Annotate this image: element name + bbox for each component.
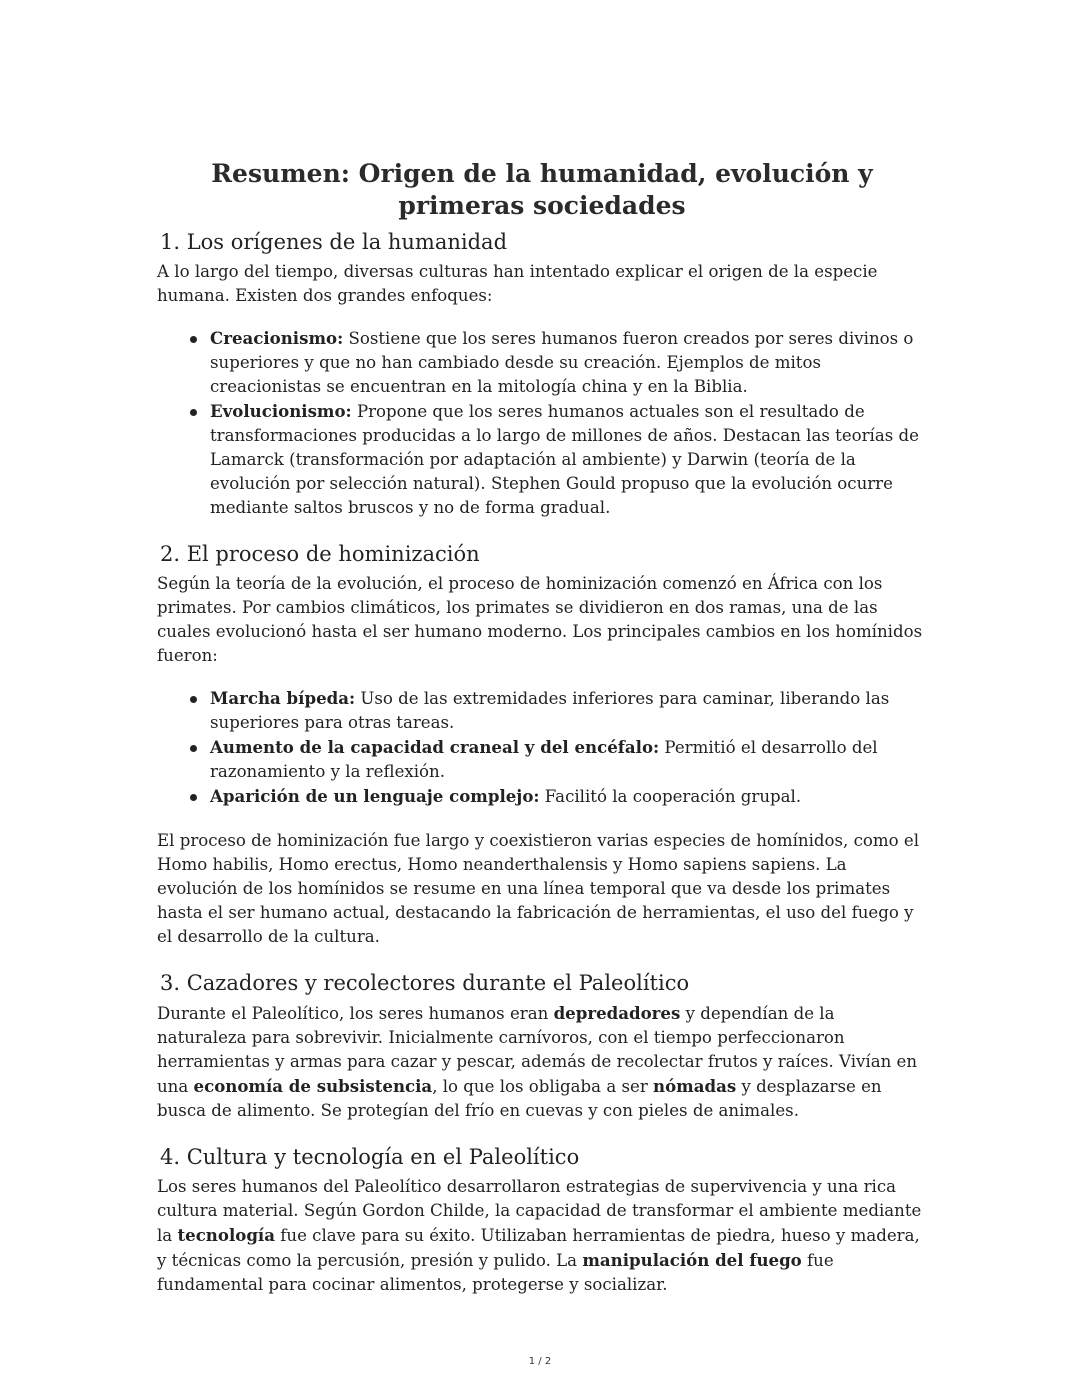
list-item-text: Propone que los seres humanos actuales son el resultado de transformaciones producidas a lo largo de millones de años. Destacan las teorías de Lamarck (transformación por adaptación al ambiente) y Darwin (teoría de la evolución por selección natural). Stephen Gould propuso que la evolución ocurre mediante saltos bruscos y no de forma gradual. [210,402,919,517]
list-item-text: Sostiene que los seres humanos fueron creados por seres divinos o superiores y que no han cambiado desde su creación. Ejemplos de mitos creacionistas se encuentran en la mitología china y en la Biblia. [210,329,914,396]
bold-term: nómadas [653,1076,737,1096]
document-title: Resumen: Origen de la humanidad, evolución y primeras sociedades [211,159,873,220]
section-heading: 2. El proceso de hominización [160,542,480,566]
text-run: Durante el Paleolítico, los seres humanos eran [157,1004,554,1023]
section-intro: Según la teoría de la evolución, el proceso de hominización comenzó en África con los primates. Por cambios climáticos, los primates se dividieron en dos ramas, una de las cuales evolucionó hasta el ser humano moderno. Los principales cambios en los homínidos fueron: [157,574,923,665]
document-page [157,158,927,1317]
list-item [210,326,927,399]
list-item-term: Marcha bípeda: [210,688,356,708]
bullet-list [157,326,927,520]
section-heading [157,1143,927,1171]
heading-number: 3. [160,971,187,995]
list-item [210,784,927,809]
section-paragraph [157,1175,927,1297]
section-outro: El proceso de hominización fue largo y coexistieron varias especies de homínidos, como el Homo habilis, Homo erectus, Homo neanderthalensis y Homo sapiens sapiens. La evolución de los homínidos se resume en una línea temporal que va desde los primates hasta el ser humano actual, destacando la fabricación de herramientas, el uso del fuego y el desarrollo de la cultura. [157,831,920,946]
section-paragraph [157,1001,927,1123]
bold-term: depredadores [553,1003,681,1023]
list-item [210,686,927,735]
list-item [210,399,927,520]
text-run: fue clave para su éxito. Utilizaban herramientas de piedra, hueso y madera, y técnicas como la percusión, presión y pulido. La [157,1226,920,1270]
section-hominizacion [157,540,927,949]
list-item-term: Aumento de la capacidad craneal y del encéfalo: [210,737,660,757]
section-origenes [157,228,927,520]
section-heading [157,969,927,997]
section-heading: 1. Los orígenes de la humanidad [160,230,508,254]
list-item-term: Evolucionismo: [210,401,352,421]
text-run: y desplazarse en busca de alimento. Se protegían del frío en cuevas y con pieles de animales. [157,1077,882,1120]
list-item-term: Aparición de un lenguaje complejo: [210,786,540,806]
page-number: 1 / 2 [528,1356,552,1367]
text-run: , lo que los obligaba a ser [432,1077,654,1096]
text-run: y dependían de la naturaleza para sobrevivir. Inicialmente carnívoros, con el tiempo perfeccionaron herramientas y armas para cazar y pescar, además de recolectar frutos y raíces. Vivían en una [157,1004,918,1096]
heading-number: 4. [160,1145,187,1169]
text-run: fue fundamental para cocinar alimentos, protegerse y socializar. [157,1251,834,1294]
list-item-term: Creacionismo: [210,328,344,348]
list-item [210,735,927,784]
list-item-text: Facilitó la cooperación grupal. [539,787,802,806]
text-run: Los seres humanos del Paleolítico desarrollaron estrategias de supervivencia y una rica cultura material. Según Gordon Childe, la capacidad de transformar el ambiente mediante la [157,1177,922,1245]
heading-text: Cazadores y recolectores durante el Paleolítico [186,971,690,995]
list-item-text: Permitió el desarrollo del razonamiento y la reflexión. [210,738,878,781]
bold-term: tecnología [177,1225,275,1245]
bullet-list [157,686,927,809]
bold-term: economía de subsistencia [193,1076,433,1096]
heading-text: Cultura y tecnología en el Paleolítico [186,1145,580,1169]
section-intro: A lo largo del tiempo, diversas culturas han intentado explicar el origen de la especie humana. Existen dos grandes enfoques: [157,262,878,305]
list-item-text: Uso de las extremidades inferiores para caminar, liberando las superiores para otras tareas. [210,689,890,732]
section-cazadores [157,969,927,1123]
section-cultura [157,1143,927,1297]
bold-term: manipulación del fuego [582,1250,802,1270]
